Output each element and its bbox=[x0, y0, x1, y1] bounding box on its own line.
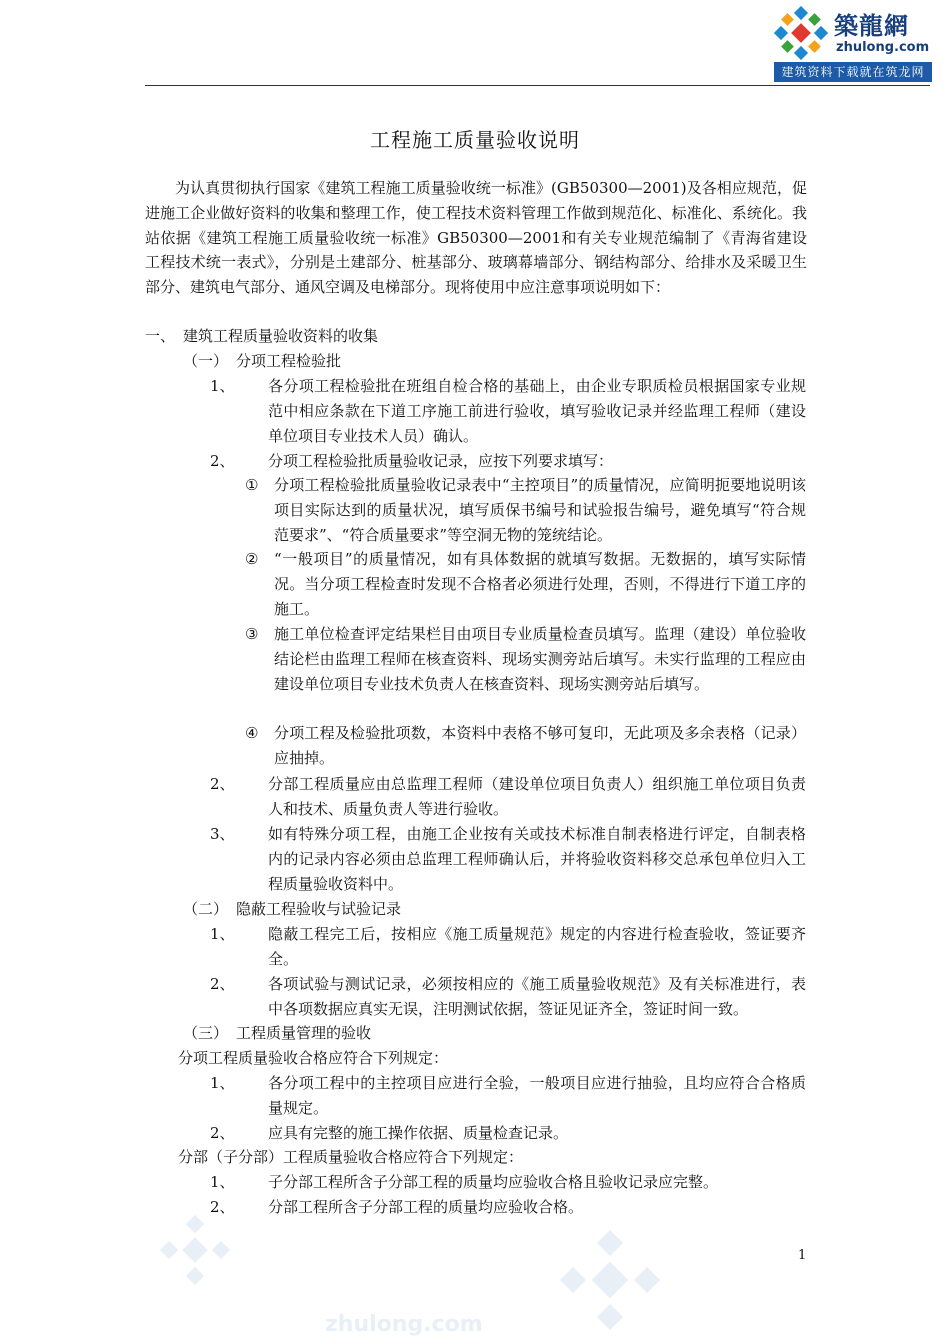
circled-item-text: 施工单位检查评定结果栏目由项目专业质量检查员填写。监理（建设）单位验收结论栏由监理工程师在核查资料、现场实测旁站后填写。未实行监理的工程应由建设单位项目专业技术负责人在核查资料、现场实测旁站后填写。 bbox=[274, 625, 806, 693]
rule-lead: 分部（子分部）工程质量验收合格应符合下列规定： bbox=[178, 1148, 524, 1166]
item-number: 1、 bbox=[210, 377, 235, 395]
item-number: 2、 bbox=[210, 452, 235, 470]
page-title: 工程施工质量验收说明 bbox=[370, 128, 580, 152]
section-1-title: 建筑工程质量验收资料的收集 bbox=[183, 327, 379, 345]
item-text: 各分项工程中的主控项目应进行全验，一般项目应进行抽验，且均应符合合格质量规定。 bbox=[268, 1074, 806, 1117]
watermark-text: zhulong.com bbox=[325, 1312, 483, 1337]
subsection-3-title: 工程质量管理的验收 bbox=[236, 1024, 372, 1042]
page-number: 1 bbox=[798, 1248, 807, 1263]
subsection-2-title: 隐蔽工程验收与试验记录 bbox=[236, 900, 402, 918]
circled-item-text: “一般项目”的质量情况，如有具体数据的就填写数据。无数据的，填写实际情况。当分项工程检查时发现不合格者必须进行处理，否则，不得进行下道工序的施工。 bbox=[274, 550, 806, 618]
item-text: 分部工程质量应由总监理工程师（建设单位项目负责人）组织施工单位项目负责人和技术、质量负责人等进行验收。 bbox=[268, 775, 806, 818]
item-text: 各项试验与测试记录，必须按相应的《施工质量验收规范》及有关标准进行，表中各项数据应真实无误，注明测试依据，签证见证齐全，签证时间一致。 bbox=[268, 975, 806, 1018]
item-number: 2、 bbox=[210, 1124, 235, 1142]
watermark-logo-icon bbox=[160, 1215, 230, 1285]
logo-tagline: 建筑资料下载就在筑龙网 bbox=[774, 62, 932, 82]
item-number: 1、 bbox=[210, 925, 235, 943]
item-number: 3、 bbox=[210, 825, 235, 843]
item-number: 1、 bbox=[210, 1074, 235, 1092]
circled-number: ④ bbox=[245, 724, 259, 742]
item-text: 隐蔽工程完工后，按相应《施工质量规范》规定的内容进行检查验收，签证要齐全。 bbox=[268, 925, 806, 968]
item-number: 1、 bbox=[210, 1173, 235, 1191]
zhulong-logo bbox=[774, 4, 932, 82]
intro-paragraph: 为认真贯彻执行国家《建筑工程施工质量验收统一标准》(GB50300—2001)及各相应规范，促进施工企业做好资料的收集和整理工作，使工程技术资料管理工作做到规范化、标准化、系统化。我站依据《建筑工程施工质量验收统一标准》GB50300—2001和有关专业规范编制了《青海省建设工程技术统一表式》，分别是土建部分、桩基部分、玻璃幕墙部分、钢结构部分、给排水及采暖卫生部分、建筑电气部分、通风空调及电梯部分。现将使用中应注意事项说明如下： bbox=[145, 179, 807, 297]
watermark-logo-icon bbox=[560, 1230, 660, 1330]
circled-item-text: 分项工程及检验批项数，本资料中表格不够可复印，无此项及多余表格（记录）应抽掉。 bbox=[274, 724, 806, 767]
section-1-number: 一、 bbox=[145, 327, 176, 345]
logo-text: 築龍網 bbox=[834, 11, 909, 40]
item-text: 分项工程检验批质量验收记录，应按下列要求填写： bbox=[268, 452, 614, 470]
header-divider bbox=[145, 85, 930, 86]
subsection-3-number: （三） bbox=[183, 1024, 229, 1042]
item-number: 2、 bbox=[210, 975, 235, 993]
circled-number: ① bbox=[245, 476, 259, 494]
item-text: 如有特殊分项工程，由施工企业按有关或技术标准自制表格进行评定，自制表格内的记录内容必须由总监理工程师确认后，并将验收资料移交总承包单位归入工程质量验收资料中。 bbox=[268, 825, 806, 893]
snowflake-logo-icon bbox=[774, 6, 828, 60]
item-number: 2、 bbox=[210, 775, 235, 793]
circled-number: ② bbox=[245, 550, 259, 568]
item-number: 2、 bbox=[210, 1198, 235, 1216]
item-text: 子分部工程所含子分部工程的质量均应验收合格且验收记录应完整。 bbox=[268, 1173, 719, 1191]
circled-number: ③ bbox=[245, 625, 259, 643]
subsection-1-number: （一） bbox=[183, 352, 229, 370]
item-text: 应具有完整的施工操作依据、质量检查记录。 bbox=[268, 1124, 569, 1142]
rule-lead: 分项工程质量验收合格应符合下列规定： bbox=[178, 1049, 449, 1067]
subsection-1-title: 分项工程检验批 bbox=[236, 352, 342, 370]
circled-item-text: 分项工程检验批质量验收记录表中“主控项目”的质量情况，应简明扼要地说明该项目实际达到的质量状况，填写质保书编号和试验报告编号，避免填写“符合规范要求”、“符合质量要求”等空洞无物的笼统结论。 bbox=[274, 476, 806, 544]
subsection-2-number: （二） bbox=[183, 900, 229, 918]
item-text: 各分项工程检验批在班组自检合格的基础上，由企业专职质检员根据国家专业规范中相应条款在下道工序施工前进行验收，填写验收记录并经监理工程师（建设单位项目专业技术人员）确认。 bbox=[268, 377, 806, 445]
logo-domain: zhulong.com bbox=[836, 40, 930, 55]
item-text: 分部工程所含子分部工程的质量均应验收合格。 bbox=[268, 1198, 584, 1216]
